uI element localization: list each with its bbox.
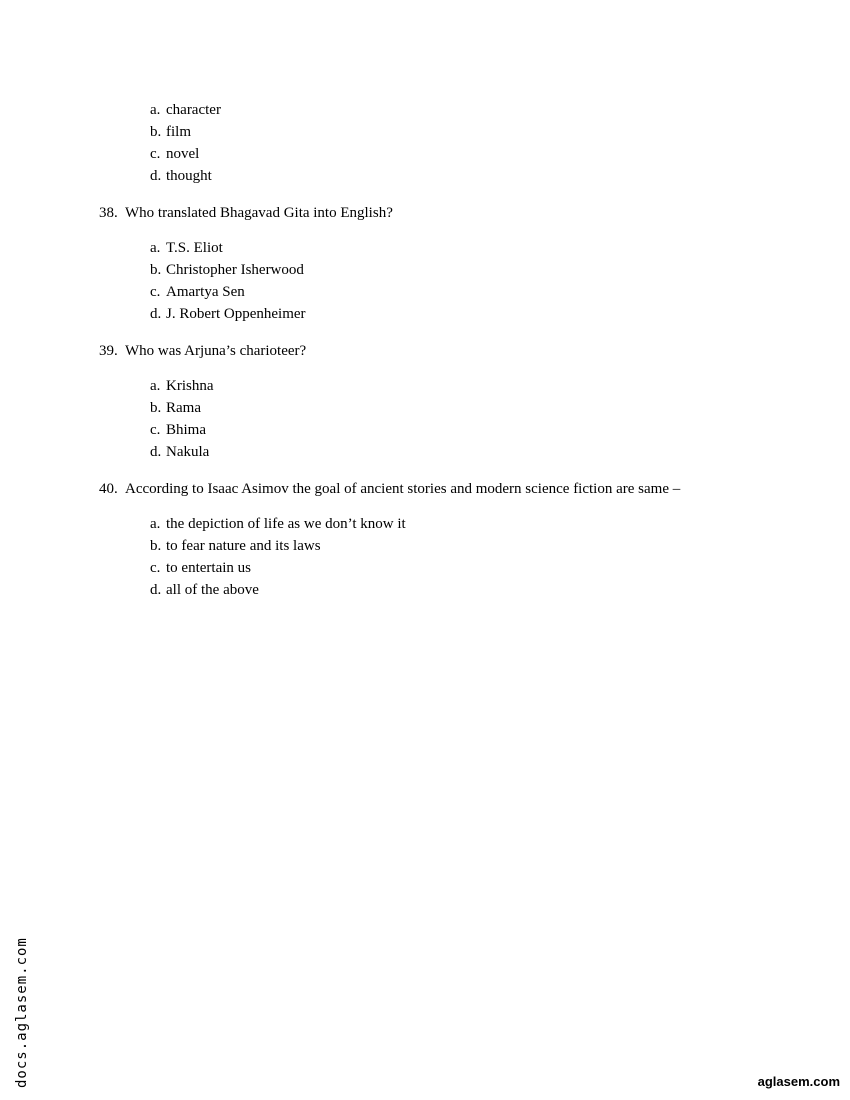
question-39: 39. Who was Arjuna’s charioteer? (99, 343, 307, 359)
q40-option-a: a. the depiction of life as we don’t know it (150, 516, 406, 532)
q37-option-b: b. film (150, 124, 191, 140)
q40-option-b: b. to fear nature and its laws (150, 538, 321, 554)
q37-option-c: c. novel (150, 146, 200, 162)
q39-option-c: c. Bhima (150, 422, 206, 438)
q38-option-c: c. Amartya Sen (150, 284, 245, 300)
question-40: 40. According to Isaac Asimov the goal of ancient stories and modern science fiction are same – (99, 481, 681, 497)
q38-option-a: a. T.S. Eliot (150, 240, 223, 256)
side-watermark: docs.aglasem.com (14, 937, 30, 1088)
brand-watermark: aglasem.com (757, 1074, 840, 1089)
q37-option-d: d. thought (150, 168, 212, 184)
q40-option-c: c. to entertain us (150, 560, 251, 576)
q37-option-a: a. character (150, 102, 221, 118)
q38-option-b: b. Christopher Isherwood (150, 262, 304, 278)
question-38: 38. Who translated Bhagavad Gita into English? (99, 205, 393, 221)
q39-option-a: a. Krishna (150, 378, 214, 394)
q39-option-d: d. Nakula (150, 444, 210, 460)
q39-option-b: b. Rama (150, 400, 201, 416)
q40-option-d: d. all of the above (150, 582, 259, 598)
q38-option-d: d. J. Robert Oppenheimer (150, 306, 306, 322)
